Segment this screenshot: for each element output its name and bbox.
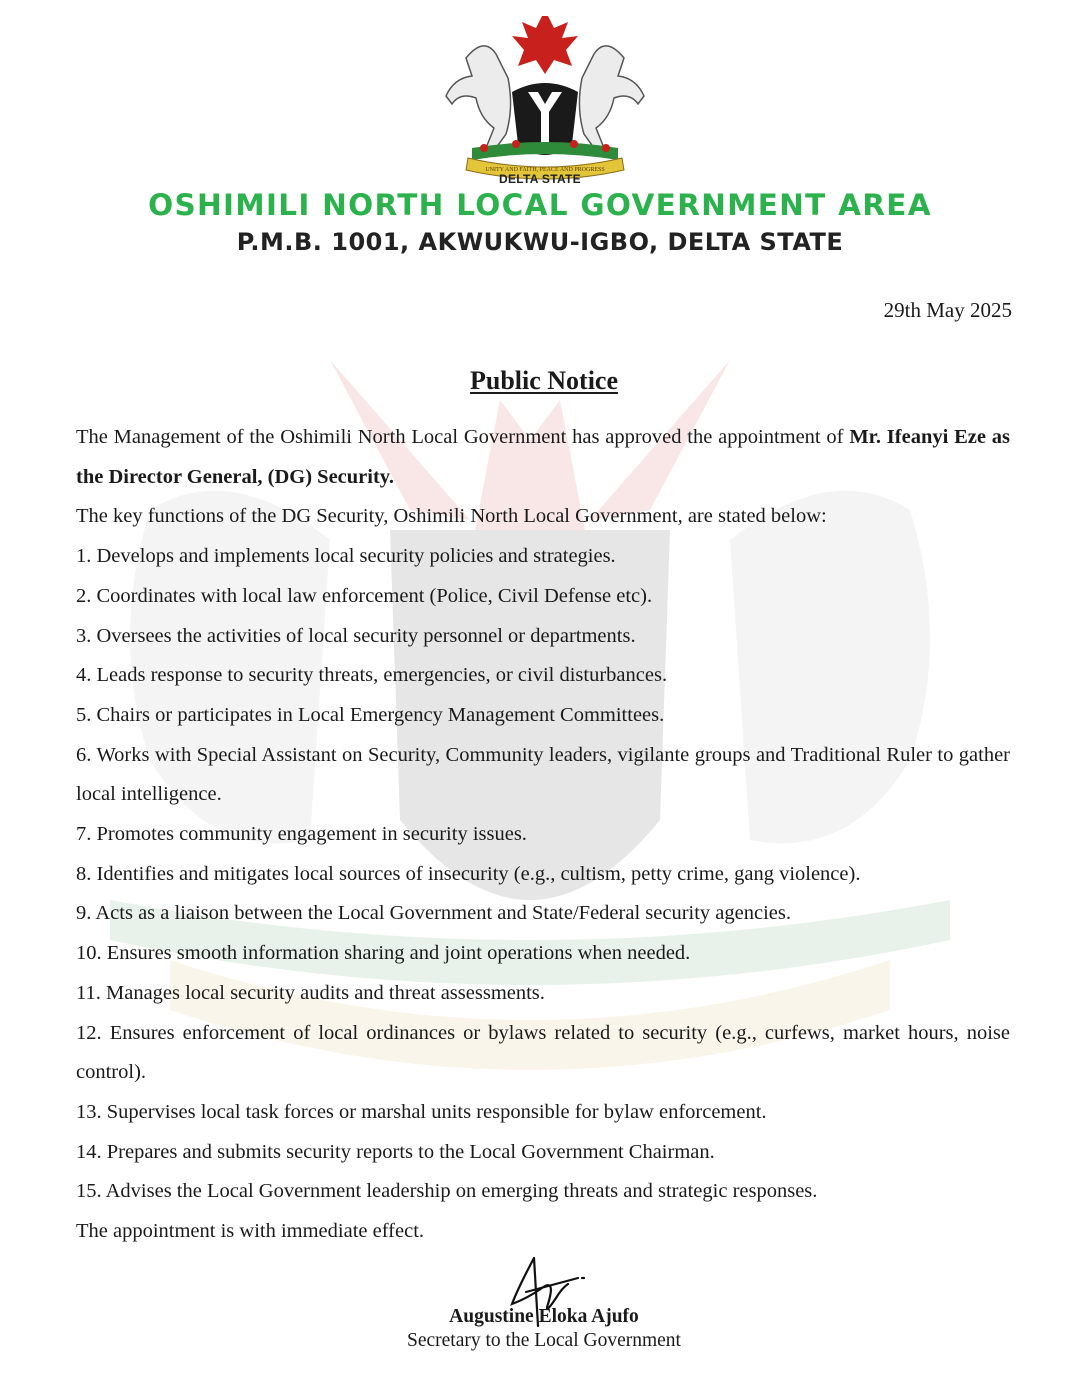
function-item: 6. Works with Special Assistant on Security, Community leaders, vigilante groups and Traditional Ruler to gather local intelligence. — [76, 743, 1010, 806]
function-item: 3. Oversees the activities of local security personnel or departments. — [76, 624, 636, 647]
function-item: 8. Identifies and mitigates local sources of insecurity (e.g., cultism, petty crime, gang violence). — [76, 862, 861, 885]
function-item: 4. Leads response to security threats, emergencies, or civil disturbances. — [76, 664, 668, 687]
notice-date: 29th May 2025 — [883, 298, 1012, 322]
signatory-name: Augustine Eloka Ajufo — [449, 1306, 639, 1327]
function-item: 5. Chairs or participates in Local Emergency Management Committees. — [76, 703, 665, 726]
intro-lead: The Management of the Oshimili North Local Government has approved the appointment of — [76, 426, 850, 448]
functions-intro: The key functions of the DG Security, Oshimili North Local Government, are stated below: — [76, 505, 827, 528]
function-item: 10. Ensures smooth information sharing and joint operations when needed. — [76, 942, 691, 965]
closing-statement: The appointment is with immediate effect. — [76, 1220, 425, 1243]
function-item: 14. Prepares and submits security reports to the Local Government Chairman. — [76, 1140, 715, 1163]
function-item: 15. Advises the Local Government leadership on emerging threats and strategic responses. — [76, 1180, 818, 1203]
lga-address: P.M.B. 1001, AKWUKWU-IGBO, DELTA STATE — [236, 228, 844, 256]
function-item: 13. Supervises local task forces or marshal units responsible for bylaw enforcement. — [76, 1100, 767, 1123]
notice-body — [76, 418, 1010, 1252]
lga-name: OSHIMILI NORTH LOCAL GOVERNMENT AREA — [148, 188, 932, 222]
crest-caption: DELTA STATE — [499, 172, 581, 186]
function-item: 2. Coordinates with local law enforcement (Police, Civil Defense etc). — [76, 584, 653, 607]
function-item: 1. Develops and implements local security policies and strategies. — [76, 545, 616, 568]
coat-of-arms-icon — [432, 8, 658, 190]
appointee-name: Mr. Ifeanyi Eze as the Director General, (DG) Security. — [76, 426, 1010, 488]
crest-motto: UNITY AND FAITH, PEACE AND PROGRESS — [485, 167, 605, 173]
function-item: 7. Promotes community engagement in security issues. — [76, 823, 527, 846]
notice-title: Public Notice — [469, 366, 619, 395]
intro-paragraph — [76, 418, 1010, 497]
signatory-role: Secretary to the Local Government — [407, 1330, 681, 1351]
function-item: 9. Acts as a liaison between the Local Government and State/Federal security agencies. — [76, 902, 791, 925]
function-item: 11. Manages local security audits and threat assessments. — [76, 981, 545, 1004]
function-item: 12. Ensures enforcement of local ordinances or bylaws related to security (e.g., curfews, market hours, noise control). — [76, 1021, 1010, 1084]
